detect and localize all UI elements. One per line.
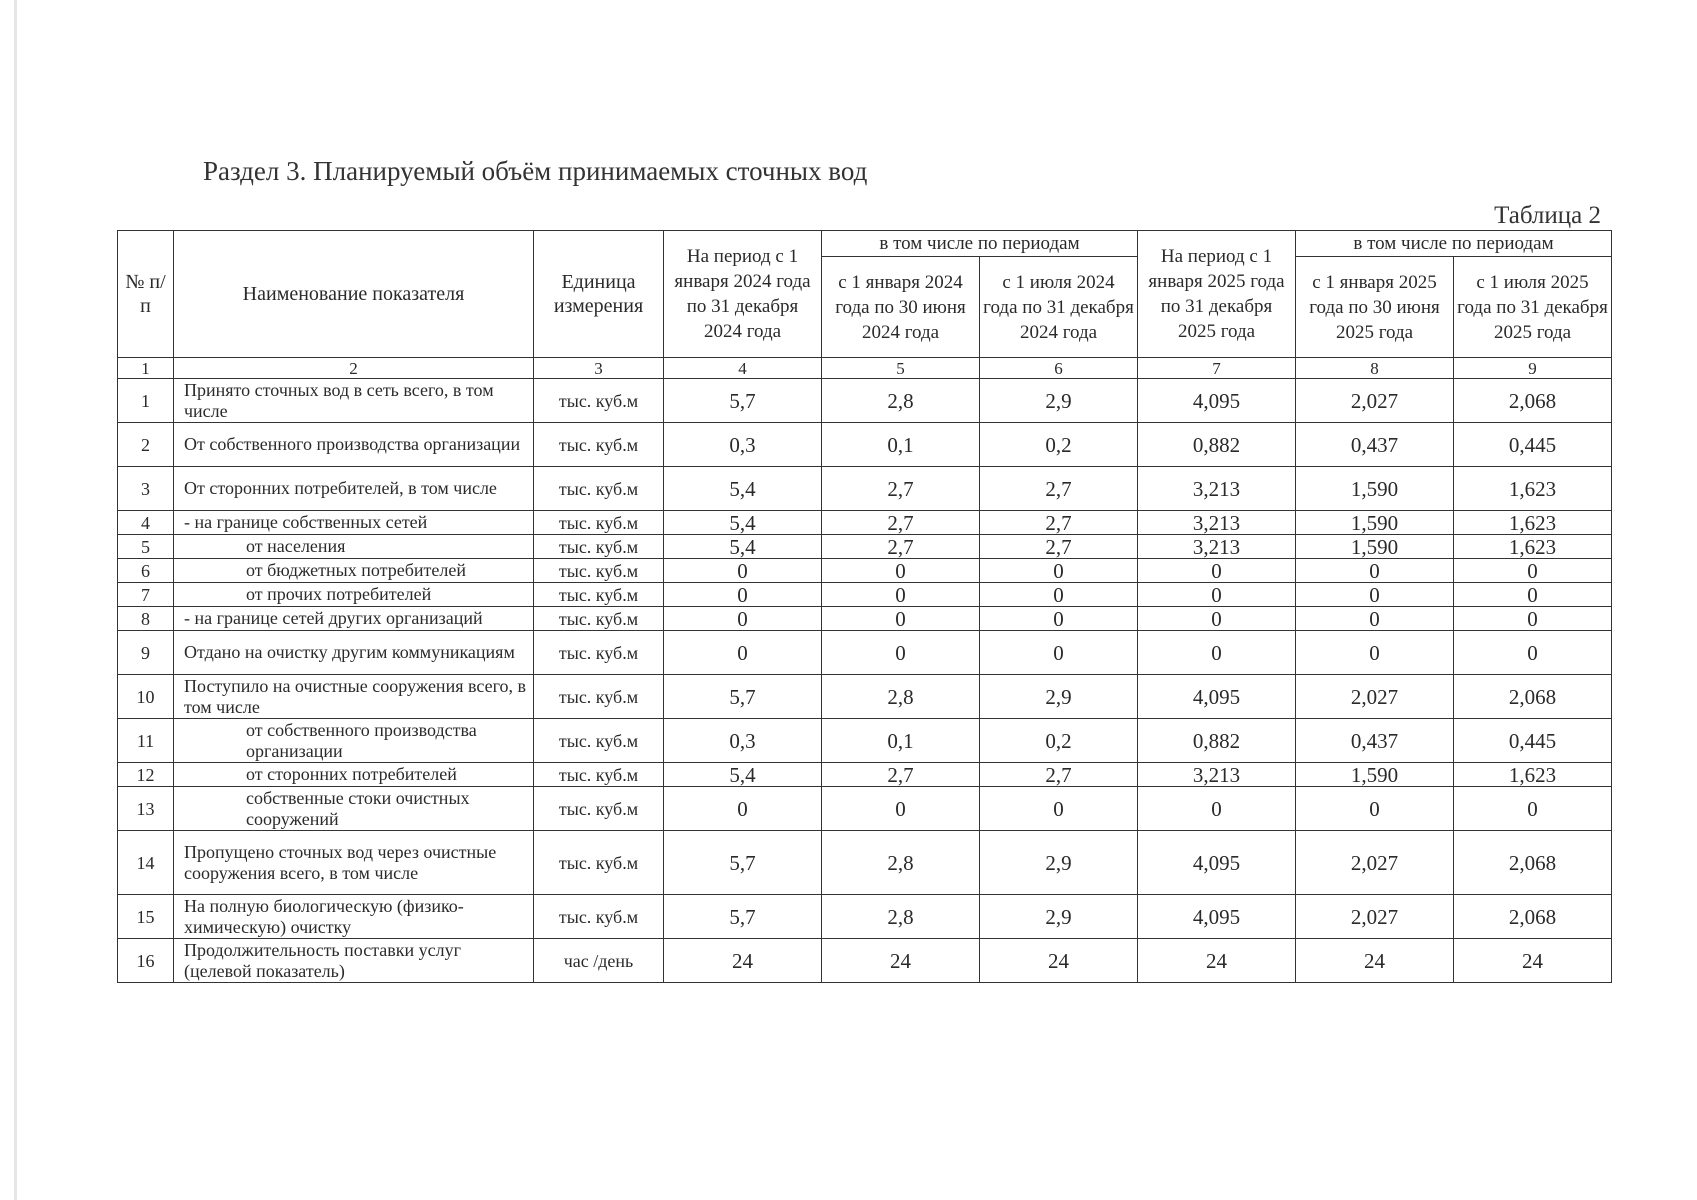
value-cell: 0 bbox=[1138, 559, 1296, 583]
indicator-name: - на границе сетей других организаций bbox=[174, 607, 534, 631]
column-number: 9 bbox=[1454, 358, 1612, 379]
value-cell: 2,7 bbox=[822, 467, 980, 511]
value-cell: 0 bbox=[1138, 787, 1296, 831]
table-row bbox=[118, 535, 1612, 559]
value-cell: 2,027 bbox=[1296, 675, 1454, 719]
value-cell: 2,027 bbox=[1296, 895, 1454, 939]
unit-cell: тыс. куб.м bbox=[534, 787, 664, 831]
value-cell: 2,7 bbox=[980, 467, 1138, 511]
indicator-name: от бюджетных потребителей bbox=[174, 559, 534, 583]
value-cell: 2,8 bbox=[822, 675, 980, 719]
indicator-name: На полную биологическую (физико-химическую) очистку bbox=[174, 895, 534, 939]
column-number: 4 bbox=[664, 358, 822, 379]
value-cell: 24 bbox=[1454, 939, 1612, 983]
indicator-name: от прочих потребителей bbox=[174, 583, 534, 607]
value-cell: 0 bbox=[1296, 631, 1454, 675]
value-cell: 0 bbox=[1296, 559, 1454, 583]
unit-cell: тыс. куб.м bbox=[534, 559, 664, 583]
header-h2-2024: с 1 июля 2024 года по 31 декабря 2024 года bbox=[980, 257, 1138, 358]
table-row bbox=[118, 763, 1612, 787]
value-cell: 3,213 bbox=[1138, 535, 1296, 559]
value-cell: 0,2 bbox=[980, 719, 1138, 763]
value-cell: 2,068 bbox=[1454, 831, 1612, 895]
value-cell: 4,095 bbox=[1138, 379, 1296, 423]
value-cell: 2,9 bbox=[980, 379, 1138, 423]
value-cell: 2,8 bbox=[822, 379, 980, 423]
value-cell: 4,095 bbox=[1138, 831, 1296, 895]
header-unit: Единица измерения bbox=[534, 231, 664, 358]
table-row bbox=[118, 719, 1612, 763]
value-cell: 0 bbox=[1454, 583, 1612, 607]
value-cell: 1,623 bbox=[1454, 763, 1612, 787]
value-cell: 5,4 bbox=[664, 467, 822, 511]
value-cell: 2,7 bbox=[980, 763, 1138, 787]
row-number: 5 bbox=[118, 535, 174, 559]
value-cell: 24 bbox=[822, 939, 980, 983]
header-period-2025: На период с 1 января 2025 года по 31 декабря 2025 года bbox=[1138, 231, 1296, 358]
value-cell: 0,1 bbox=[822, 719, 980, 763]
column-number: 8 bbox=[1296, 358, 1454, 379]
row-number: 11 bbox=[118, 719, 174, 763]
value-cell: 1,623 bbox=[1454, 535, 1612, 559]
value-cell: 0 bbox=[980, 631, 1138, 675]
value-cell: 0 bbox=[1296, 607, 1454, 631]
value-cell: 0 bbox=[980, 583, 1138, 607]
table-row bbox=[118, 467, 1612, 511]
value-cell: 2,027 bbox=[1296, 831, 1454, 895]
header-name: Наименование показателя bbox=[174, 231, 534, 358]
unit-cell: тыс. куб.м bbox=[534, 511, 664, 535]
value-cell: 0,882 bbox=[1138, 719, 1296, 763]
header-incl-periods-2024: в том числе по периодам bbox=[822, 231, 1138, 257]
value-cell: 0 bbox=[1454, 607, 1612, 631]
row-number: 6 bbox=[118, 559, 174, 583]
value-cell: 2,9 bbox=[980, 831, 1138, 895]
value-cell: 4,095 bbox=[1138, 895, 1296, 939]
column-number: 3 bbox=[534, 358, 664, 379]
scan-edge bbox=[14, 0, 17, 1200]
value-cell: 2,8 bbox=[822, 831, 980, 895]
value-cell: 4,095 bbox=[1138, 675, 1296, 719]
indicator-name: Поступило на очистные сооружения всего, в том числе bbox=[174, 675, 534, 719]
value-cell: 0 bbox=[1454, 787, 1612, 831]
row-number: 8 bbox=[118, 607, 174, 631]
value-cell: 0,2 bbox=[980, 423, 1138, 467]
value-cell: 0 bbox=[1138, 607, 1296, 631]
value-cell: 0 bbox=[664, 583, 822, 607]
column-number: 6 bbox=[980, 358, 1138, 379]
value-cell: 2,7 bbox=[980, 535, 1138, 559]
value-cell: 2,7 bbox=[822, 535, 980, 559]
value-cell: 2,7 bbox=[980, 511, 1138, 535]
value-cell: 1,590 bbox=[1296, 467, 1454, 511]
value-cell: 5,7 bbox=[664, 379, 822, 423]
value-cell: 2,068 bbox=[1454, 379, 1612, 423]
column-number: 7 bbox=[1138, 358, 1296, 379]
row-number: 10 bbox=[118, 675, 174, 719]
table-row bbox=[118, 939, 1612, 983]
table-row bbox=[118, 607, 1612, 631]
table-row bbox=[118, 423, 1612, 467]
value-cell: 0,437 bbox=[1296, 423, 1454, 467]
header-incl-periods-2025: в том числе по периодам bbox=[1296, 231, 1612, 257]
row-number: 2 bbox=[118, 423, 174, 467]
value-cell: 0 bbox=[1296, 583, 1454, 607]
value-cell: 1,590 bbox=[1296, 511, 1454, 535]
row-number: 16 bbox=[118, 939, 174, 983]
row-number: 1 bbox=[118, 379, 174, 423]
indicator-name: Продолжительность поставки услуг (целевой показатель) bbox=[174, 939, 534, 983]
column-number: 1 bbox=[118, 358, 174, 379]
header-row-1 bbox=[118, 231, 1612, 257]
value-cell: 5,4 bbox=[664, 535, 822, 559]
unit-cell: тыс. куб.м bbox=[534, 895, 664, 939]
unit-cell: тыс. куб.м bbox=[534, 763, 664, 787]
indicator-name: от населения bbox=[174, 535, 534, 559]
row-number: 12 bbox=[118, 763, 174, 787]
table-row bbox=[118, 787, 1612, 831]
value-cell: 5,4 bbox=[664, 511, 822, 535]
value-cell: 0 bbox=[1454, 631, 1612, 675]
row-number: 15 bbox=[118, 895, 174, 939]
value-cell: 5,7 bbox=[664, 831, 822, 895]
unit-cell: тыс. куб.м bbox=[534, 675, 664, 719]
value-cell: 0 bbox=[1138, 631, 1296, 675]
table-row bbox=[118, 511, 1612, 535]
value-cell: 0 bbox=[980, 787, 1138, 831]
table-row bbox=[118, 583, 1612, 607]
value-cell: 0 bbox=[664, 607, 822, 631]
row-number: 4 bbox=[118, 511, 174, 535]
value-cell: 1,623 bbox=[1454, 511, 1612, 535]
value-cell: 2,027 bbox=[1296, 379, 1454, 423]
column-number: 5 bbox=[822, 358, 980, 379]
value-cell: 3,213 bbox=[1138, 467, 1296, 511]
value-cell: 2,9 bbox=[980, 895, 1138, 939]
value-cell: 0,445 bbox=[1454, 423, 1612, 467]
unit-cell: тыс. куб.м bbox=[534, 423, 664, 467]
table-row bbox=[118, 831, 1612, 895]
section-title: Раздел 3. Планируемый объём принимаемых сточных вод bbox=[203, 156, 868, 186]
value-cell: 2,068 bbox=[1454, 675, 1612, 719]
value-cell: 0 bbox=[664, 559, 822, 583]
value-cell: 1,590 bbox=[1296, 535, 1454, 559]
unit-cell: тыс. куб.м bbox=[534, 379, 664, 423]
value-cell: 24 bbox=[980, 939, 1138, 983]
value-cell: 0 bbox=[664, 787, 822, 831]
value-cell: 0 bbox=[822, 631, 980, 675]
value-cell: 0 bbox=[980, 607, 1138, 631]
unit-cell: тыс. куб.м bbox=[534, 467, 664, 511]
table-row bbox=[118, 559, 1612, 583]
value-cell: 0 bbox=[1138, 583, 1296, 607]
value-cell: 2,7 bbox=[822, 763, 980, 787]
value-cell: 0,1 bbox=[822, 423, 980, 467]
value-cell: 0 bbox=[822, 787, 980, 831]
row-number: 7 bbox=[118, 583, 174, 607]
header-h1-2025: с 1 января 2025 года по 30 июня 2025 года bbox=[1296, 257, 1454, 358]
indicator-name: от сторонних потребителей bbox=[174, 763, 534, 787]
value-cell: 24 bbox=[1138, 939, 1296, 983]
unit-cell: тыс. куб.м bbox=[534, 583, 664, 607]
value-cell: 0 bbox=[822, 607, 980, 631]
value-cell: 24 bbox=[1296, 939, 1454, 983]
unit-cell: тыс. куб.м bbox=[534, 535, 664, 559]
value-cell: 0,445 bbox=[1454, 719, 1612, 763]
header-h1-2024: с 1 января 2024 года по 30 июня 2024 года bbox=[822, 257, 980, 358]
value-cell: 0,882 bbox=[1138, 423, 1296, 467]
indicator-name: от собственного производства организации bbox=[174, 719, 534, 763]
value-cell: 1,623 bbox=[1454, 467, 1612, 511]
indicator-name: Принято сточных вод в сеть всего, в том числе bbox=[174, 379, 534, 423]
value-cell: 0 bbox=[822, 583, 980, 607]
indicator-name: От собственного производства организации bbox=[174, 423, 534, 467]
table-row bbox=[118, 631, 1612, 675]
column-number: 2 bbox=[174, 358, 534, 379]
value-cell: 0,437 bbox=[1296, 719, 1454, 763]
row-number: 9 bbox=[118, 631, 174, 675]
value-cell: 3,213 bbox=[1138, 763, 1296, 787]
indicator-name: - на границе собственных сетей bbox=[174, 511, 534, 535]
header-h2-2025: с 1 июля 2025 года по 31 декабря 2025 года bbox=[1454, 257, 1612, 358]
table-label: Таблица 2 bbox=[1494, 202, 1601, 229]
table-row bbox=[118, 895, 1612, 939]
value-cell: 0 bbox=[980, 559, 1138, 583]
indicator-name: собственные стоки очистных сооружений bbox=[174, 787, 534, 831]
unit-cell: тыс. куб.м bbox=[534, 631, 664, 675]
value-cell: 0 bbox=[822, 559, 980, 583]
value-cell: 0 bbox=[664, 631, 822, 675]
header-period-2024: На период с 1 января 2024 года по 31 декабря 2024 года bbox=[664, 231, 822, 358]
value-cell: 2,9 bbox=[980, 675, 1138, 719]
value-cell: 5,7 bbox=[664, 895, 822, 939]
table-row bbox=[118, 675, 1612, 719]
value-cell: 0 bbox=[1454, 559, 1612, 583]
unit-cell: тыс. куб.м bbox=[534, 607, 664, 631]
value-cell: 0,3 bbox=[664, 719, 822, 763]
value-cell: 2,8 bbox=[822, 895, 980, 939]
row-number: 14 bbox=[118, 831, 174, 895]
indicator-name: Отдано на очистку другим коммуникациям bbox=[174, 631, 534, 675]
value-cell: 1,590 bbox=[1296, 763, 1454, 787]
header-num: № п/п bbox=[118, 231, 174, 358]
wastewater-table bbox=[117, 230, 1612, 983]
value-cell: 5,4 bbox=[664, 763, 822, 787]
row-number: 13 bbox=[118, 787, 174, 831]
value-cell: 2,7 bbox=[822, 511, 980, 535]
value-cell: 0,3 bbox=[664, 423, 822, 467]
unit-cell: час /день bbox=[534, 939, 664, 983]
value-cell: 2,068 bbox=[1454, 895, 1612, 939]
value-cell: 24 bbox=[664, 939, 822, 983]
table-row bbox=[118, 379, 1612, 423]
indicator-name: Пропущено сточных вод через очистные сооружения всего, в том числе bbox=[174, 831, 534, 895]
unit-cell: тыс. куб.м bbox=[534, 831, 664, 895]
value-cell: 3,213 bbox=[1138, 511, 1296, 535]
value-cell: 5,7 bbox=[664, 675, 822, 719]
unit-cell: тыс. куб.м bbox=[534, 719, 664, 763]
row-number: 3 bbox=[118, 467, 174, 511]
column-number-row bbox=[118, 358, 1612, 379]
indicator-name: От сторонних потребителей, в том числе bbox=[174, 467, 534, 511]
value-cell: 0 bbox=[1296, 787, 1454, 831]
